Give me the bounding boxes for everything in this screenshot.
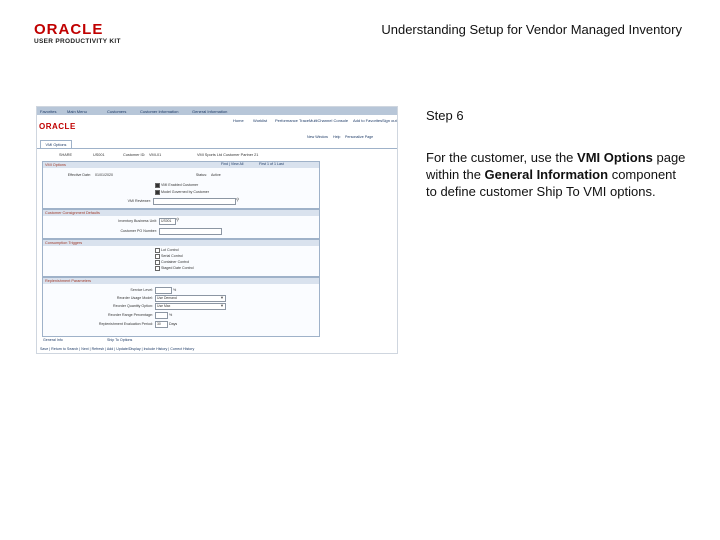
menu-home[interactable]: Home xyxy=(233,118,244,123)
trigger-label: Serial Control xyxy=(161,254,183,258)
breadcrumb-item[interactable]: Customer Information xyxy=(140,108,179,114)
trigger-label: Container Control xyxy=(161,260,190,264)
next-button[interactable]: Next xyxy=(81,347,89,351)
logo-oracle-text: ORACLE xyxy=(34,21,104,38)
business-unit-input[interactable]: US001 xyxy=(159,218,176,225)
days-suffix: Days xyxy=(169,322,178,326)
percent-suffix: % xyxy=(173,288,177,292)
document-title: Understanding Setup for Vendor Managed Inventory xyxy=(381,22,682,37)
percent-suffix: % xyxy=(169,313,173,317)
customer-value: VMI-01 xyxy=(149,153,162,157)
app-logo: ORACLE xyxy=(39,122,76,131)
instruction-bold-general-information: General Information xyxy=(484,167,609,182)
service-level-label: Service Level: xyxy=(130,288,153,292)
correct-history-button[interactable]: Correct History xyxy=(170,347,195,351)
group-header: VMI Options xyxy=(43,162,319,168)
instruction-text: page within the xyxy=(426,150,686,182)
refresh-button[interactable]: Refresh xyxy=(91,347,105,351)
vmi-enabled-checkbox[interactable] xyxy=(155,183,160,188)
page-toolbar: Save | Return to Search | Next | Refresh | Add | Update/Display | Include History | Correct History xyxy=(40,347,195,351)
lookup-icon[interactable]: ⚲ xyxy=(176,217,180,222)
tab-vmi-options[interactable]: VMI Options xyxy=(40,140,72,149)
vmi-reviewer-label: VMI Reviewer: xyxy=(127,199,151,203)
status-label: Status: xyxy=(195,173,207,177)
breadcrumb-item[interactable]: General Information xyxy=(192,108,228,114)
return-to-search-button[interactable]: Return to Search xyxy=(51,347,79,351)
container-control-checkbox[interactable] xyxy=(155,260,160,265)
vmi-enabled-label: VMI Enabled Customer xyxy=(161,183,199,187)
model-governed-label: Model Governed by Customer xyxy=(161,190,209,194)
logo-subtitle: USER PRODUCTIVITY KIT xyxy=(34,38,121,45)
breadcrumb-item[interactable]: Customers xyxy=(107,108,127,114)
personalize-page-link[interactable]: Personalize Page xyxy=(345,135,374,139)
consumption-triggers-group xyxy=(42,239,320,277)
business-unit-label: Inventory Business Unit: xyxy=(118,219,157,223)
vmi-reviewer-input[interactable] xyxy=(153,198,236,205)
application-screenshot xyxy=(36,106,398,354)
reorder-range-input[interactable] xyxy=(155,312,168,319)
breadcrumb-bar xyxy=(37,107,397,115)
include-history-button[interactable]: Include History xyxy=(143,347,168,351)
help-link[interactable]: Help xyxy=(333,135,341,139)
group-header: Customer Consignment Defaults xyxy=(43,210,319,216)
general-info-link[interactable]: General Info xyxy=(43,338,63,342)
menu-sign-out[interactable]: Sign out xyxy=(382,118,397,123)
trigger-label: Staged Date Control xyxy=(161,266,194,270)
tab-divider xyxy=(37,148,397,149)
trigger-label: Lot Control xyxy=(161,248,179,252)
reorder-range-label: Reorder Range Percentage: xyxy=(108,313,153,317)
save-button[interactable]: Save xyxy=(40,347,49,351)
oracle-upk-logo xyxy=(34,22,124,48)
menu-worklist[interactable]: Worklist xyxy=(253,118,268,123)
step-label: Step 6 xyxy=(426,108,464,123)
find-view-all-link[interactable]: Find | View All xyxy=(221,162,244,166)
step-instruction xyxy=(426,149,688,200)
reorder-usage-select[interactable]: Use Demand xyxy=(155,295,226,302)
row-navigation[interactable]: First 1 of 1 Last xyxy=(259,162,284,166)
customer-po-input[interactable] xyxy=(159,228,222,235)
unit-value: US001 xyxy=(93,153,105,157)
chevron-down-icon[interactable]: ▼ xyxy=(220,294,224,300)
reorder-qty-select[interactable]: Use Max xyxy=(155,303,226,310)
customer-label: Customer ID: xyxy=(123,153,146,157)
menu-performance-trace[interactable]: Performance Trace xyxy=(275,118,310,123)
lookup-icon[interactable]: ⚲ xyxy=(236,197,240,202)
effective-date-label: Effective Date: xyxy=(67,173,91,177)
customer-name: VMI Sports Ltd Customer Partner 21 xyxy=(197,153,259,157)
new-window-link[interactable]: New Window xyxy=(307,135,328,139)
group-header: Replenishment Parameters xyxy=(43,278,319,284)
group-header: Consumption Triggers xyxy=(43,240,319,246)
chevron-down-icon[interactable]: ▼ xyxy=(220,302,224,308)
model-governed-checkbox[interactable] xyxy=(155,190,160,195)
ship-to-options-link[interactable]: Ship To Options xyxy=(107,338,133,342)
customer-po-label: Customer PO Number: xyxy=(120,229,157,233)
setid-value: SHARE xyxy=(59,153,73,157)
instruction-bold-vmi-options: VMI Options xyxy=(577,150,653,165)
menu-add-favorites[interactable]: Add to Favorites xyxy=(353,118,383,123)
lot-control-checkbox[interactable] xyxy=(155,248,160,253)
staged-date-checkbox[interactable] xyxy=(155,266,160,271)
service-level-input[interactable] xyxy=(155,287,172,294)
breadcrumb-item[interactable]: Favorites xyxy=(40,108,57,114)
instruction-text: component to define customer Ship To VMI options. xyxy=(426,167,677,199)
status-value: Active xyxy=(211,173,221,177)
evaluation-period-input[interactable]: 30 xyxy=(155,321,168,328)
effective-date-value: 01/01/2020 xyxy=(95,173,113,177)
update-display-button[interactable]: Update/Display xyxy=(116,347,141,351)
add-button[interactable]: Add xyxy=(106,347,114,351)
breadcrumb-item[interactable]: Main Menu xyxy=(67,108,87,114)
reorder-qty-label: Reorder Quantity Option: xyxy=(113,304,153,308)
reorder-usage-label: Reorder Usage Model: xyxy=(116,296,153,300)
menu-multichannel-console[interactable]: MultiChannel Console xyxy=(309,118,349,123)
serial-control-checkbox[interactable] xyxy=(155,254,160,259)
evaluation-period-label: Replenishment Evaluation Period: xyxy=(98,322,153,326)
instruction-text: For the customer, use the xyxy=(426,150,578,165)
